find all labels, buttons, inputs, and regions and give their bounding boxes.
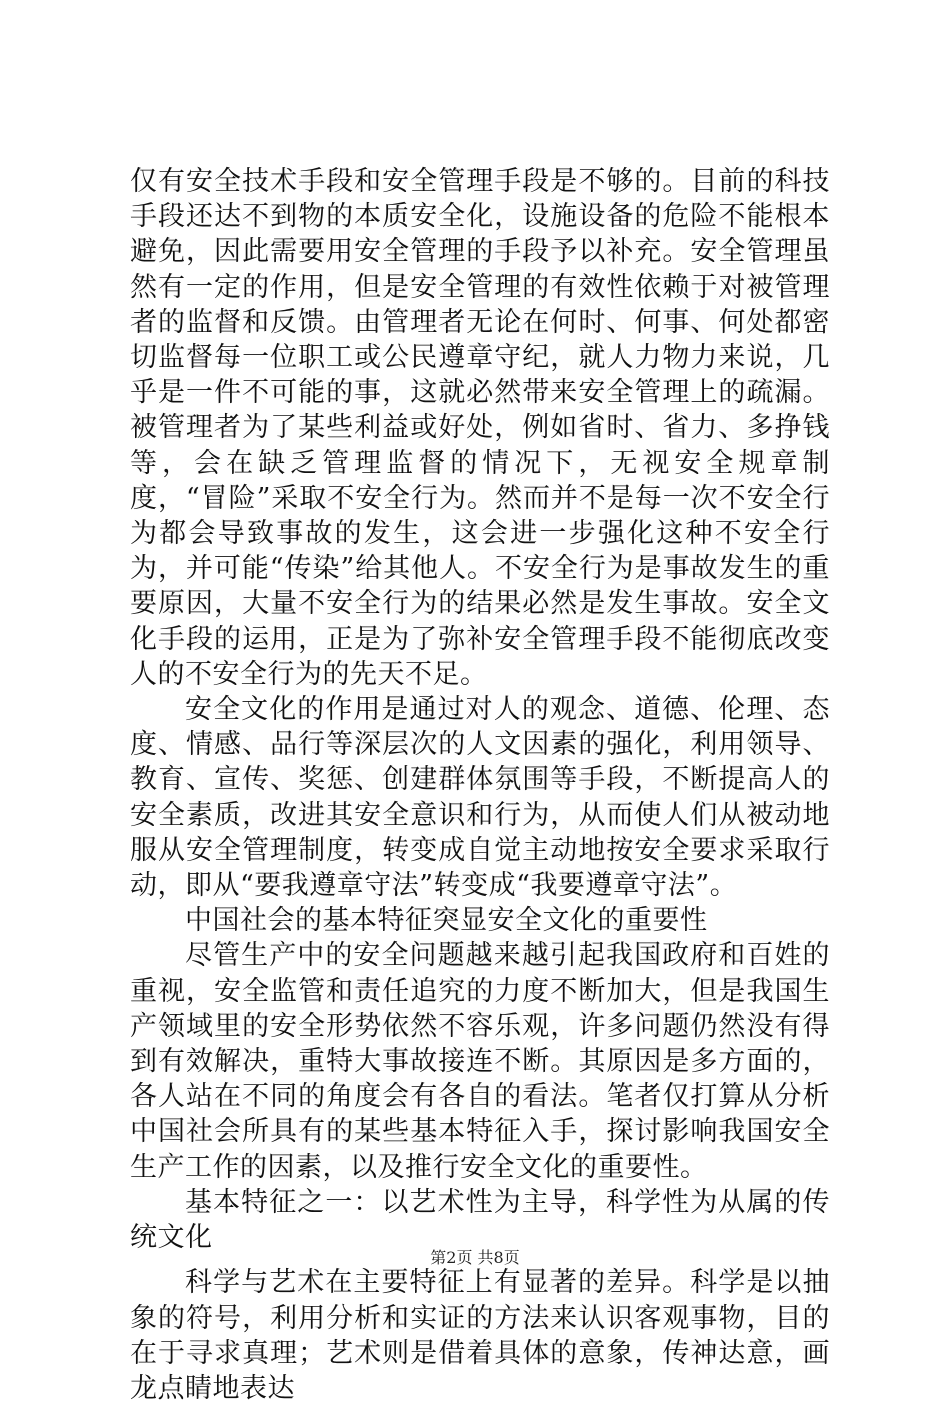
page-number-footer: 第2页 共8页 (430, 1248, 520, 1267)
section-heading-1: 中国社会的基本特征突显安全文化的重要性 (185, 905, 708, 937)
document-body (130, 164, 830, 1406)
paragraph-3: 尽管生产中的安全问题越来越引起我国政府和百姓的重视，安全监管和责任追究的力度不断加大，但是我国生产领域里的安全形势依然不容乐观，许多问题仍然没有得到有效解决，重特大事故接连不断。其原因是多方面的，各人站在不同的角度会有各自的看法。笔者仅打算从分析中国社会所具有的某些基本特征入手，探讨影响我国安全生产工作的因素，以及推行安全文化的重要性。 (130, 940, 830, 1183)
paragraph-4: 科学与艺术在主要特征上有显著的差异。科学是以抽象的符号，利用分析和实证的方法来认识客观事物，目的在于寻求真理；艺术则是借着具体的意象，传神达意，画龙点睛地表达 (130, 1267, 830, 1404)
paragraph-1: 仅有安全技术手段和安全管理手段是不够的。目前的科技手段还达不到物的本质安全化，设施设备的危险不能根本避免，因此需要用安全管理的手段予以补充。安全管理虽然有一定的作用，但是安全管理的有效性依赖于对被管理者的监督和反馈。由管理者无论在何时、何事、何处都密切监督每一位职工或公民遵章守纪，就人力物力来说，几乎是一件不可能的事，这就必然带来安全管理上的疏漏。被管理者为了某些利益或好处，例如省时、省力、多挣钱等，会在缺乏管理监督的情况下，无视安全规章制度，“冒险”采取不安全行为。然而并不是每一次不安全行为都会导致事故的发生，这会进一步强化这种不安全行为，并可能“传染”给其他人。不安全行为是事故发生的重要原因，大量不安全行为的结果必然是发生事故。安全文化手段的运用，正是为了弥补安全管理手段不能彻底改变人的不安全行为的先天不足。 (130, 166, 830, 690)
section-heading-2: 基本特征之一：以艺术性为主导，科学性为从属的传统文化 (130, 1186, 830, 1254)
paragraph-2: 安全文化的作用是通过对人的观念、道德、伦理、态度、情感、品行等深层次的人文因素的强化，利用领导、教育、宣传、奖惩、创建群体氛围等手段，不断提高人的安全素质，改进其安全意识和行为，从而使人们从被动地服从安全管理制度，转变成自觉主动地按安全要求采取行动，即从“要我遵章守法”转变成“我要遵章守法”。 (130, 694, 830, 902)
